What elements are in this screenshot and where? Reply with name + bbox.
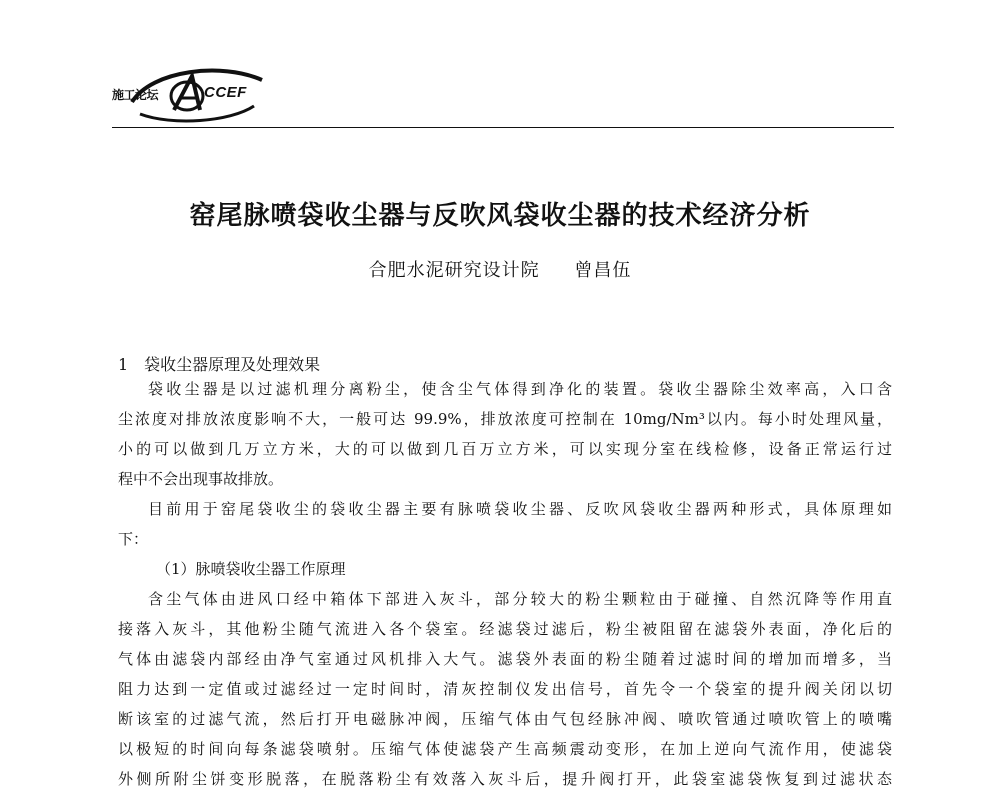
paragraph-3 — [118, 584, 892, 794]
author-institution: 合肥水泥研究设计院 — [368, 260, 540, 281]
paragraph-2 — [118, 494, 892, 554]
paragraph-line: 气体由滤袋内部经由净气室通过风机排入大气。滤袋外表面的粉尘随着过滤时间的增加而增多，当 — [118, 650, 892, 668]
paragraph-line: 含尘气体由进风口经中箱体下部进入灰斗，部分较大的粉尘颗粒由于碰撞、自然沉降等作用直 — [148, 590, 892, 608]
header-divider — [112, 127, 894, 128]
logo-text-en: CCEF — [204, 84, 247, 101]
section-heading: 1 袋收尘器原理及处理效果 — [118, 355, 321, 374]
paragraph-line: 袋收尘器是以过滤机理分离粉尘，使含尘气体得到净化的装置。袋收尘器除尘效率高，入口含 — [148, 380, 892, 398]
paragraph-line: 程中不会出现事故排放。 — [118, 470, 284, 488]
author-line — [0, 256, 1000, 282]
paragraph-line: 阻力达到一定值或过滤经过一定时间时，清灰控制仪发出信号，首先令一个袋室的提升阀关闭以切 — [118, 680, 892, 698]
paragraph-1 — [118, 374, 892, 494]
paragraph-line: 断该室的过滤气流，然后打开电磁脉冲阀，压缩气体由气包经脉冲阀、喷吹管通过喷吹管上的喷嘴 — [118, 710, 892, 728]
paragraph-line: 外侧所附尘饼变形脱落，在脱落粉尘有效落入灰斗后，提升阀打开，此袋室滤袋恢复到过滤状态 — [118, 770, 892, 788]
paragraph-line: 接落入灰斗，其他粉尘随气流进入各个袋室。经滤袋过滤后，粉尘被阻留在滤袋外表面，净化后的 — [118, 620, 892, 638]
author-name: 曾昌伍 — [574, 260, 632, 281]
paragraph-line: 以极短的时间向每条滤袋喷射。压缩气体使滤袋产生高频震动变形，在加上逆向气流作用，使滤袋 — [118, 740, 892, 758]
paragraph-line: 目前用于窑尾袋收尘的袋收尘器主要有脉喷袋收尘器、反吹风袋收尘器两种形式，具体原理如 — [148, 500, 892, 518]
paragraph-line: 尘浓度对排放浓度影响不大，一般可达 99.9%，排放浓度可控制在 10mg/Nm³以内。每小时处理风量， — [118, 410, 892, 428]
logo-text-cn: 施工论坛 — [112, 88, 159, 102]
paper-title: 窑尾脉喷袋收尘器与反吹风袋收尘器的技术经济分析 — [189, 201, 811, 231]
paragraph-line: 小的可以做到几万立方米，大的可以做到几百万立方米，可以实现分室在线检修，设备正常运行过 — [118, 440, 892, 458]
sub-heading-block — [118, 554, 892, 584]
sub-heading: （1）脉喷袋收尘器工作原理 — [156, 560, 346, 578]
paragraph-line: 下： — [118, 530, 149, 548]
journal-logo — [112, 62, 302, 132]
